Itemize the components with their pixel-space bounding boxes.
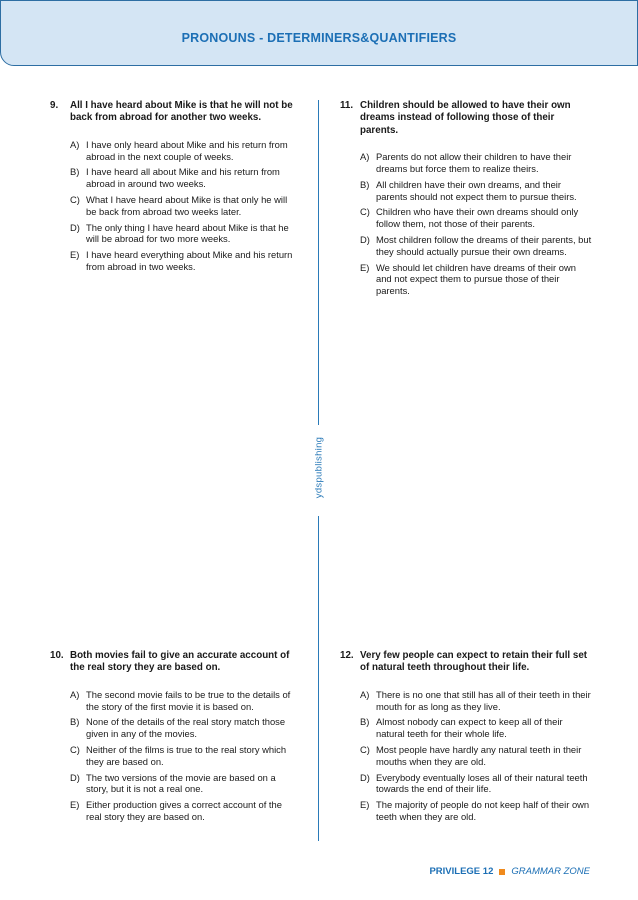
option-letter: A) bbox=[360, 151, 370, 163]
answer-options bbox=[340, 151, 592, 297]
question-number: 10. bbox=[50, 650, 64, 661]
option-letter: B) bbox=[70, 716, 80, 728]
option-text: The only thing I have heard about Mike is that he will be abroad for two more weeks. bbox=[86, 221, 289, 245]
option-text: The second movie fails to be true to the details of the story of the first movie it is based on. bbox=[86, 688, 291, 712]
question-text: Both movies fail to give an accurate account of the real story they are based on. bbox=[70, 650, 290, 674]
page-title: PRONOUNS - DETERMINERS&QUANTIFIERS bbox=[181, 31, 457, 45]
question-stem bbox=[340, 650, 592, 675]
footer-section: GRAMMAR ZONE bbox=[511, 866, 590, 877]
option-b bbox=[70, 716, 300, 740]
option-a bbox=[70, 139, 300, 163]
option-text: Parents do not allow their children to have their dreams but force them to realize theirs. bbox=[376, 151, 572, 175]
question-stem bbox=[50, 650, 300, 675]
answer-options bbox=[50, 139, 300, 273]
question-number: 11. bbox=[340, 100, 354, 111]
question-number: 9. bbox=[50, 100, 59, 111]
option-letter: D) bbox=[360, 234, 370, 245]
publisher-watermark: ydspublishing bbox=[313, 436, 325, 499]
option-d bbox=[360, 234, 592, 258]
option-c bbox=[70, 744, 300, 768]
option-letter: C) bbox=[70, 194, 80, 205]
option-c bbox=[70, 194, 300, 218]
option-letter: C) bbox=[360, 744, 370, 755]
option-c bbox=[360, 744, 592, 768]
option-text: Either production gives a correct account of the real story they are based on. bbox=[86, 799, 282, 822]
option-e bbox=[70, 799, 300, 823]
option-letter: E) bbox=[360, 799, 370, 811]
option-b bbox=[360, 716, 592, 740]
footer-brand: PRIVILEGE 12 bbox=[429, 866, 494, 877]
option-a bbox=[360, 689, 592, 713]
option-letter: D) bbox=[360, 771, 370, 783]
column-divider-top bbox=[318, 100, 319, 425]
option-letter: B) bbox=[360, 178, 370, 190]
option-text: Almost nobody can expect to keep all of their natural teeth for their whole life. bbox=[376, 716, 563, 740]
option-letter: E) bbox=[360, 261, 370, 273]
answer-options bbox=[340, 689, 592, 823]
question-stem bbox=[340, 100, 592, 137]
option-text: The majority of people do not keep half of their own teeth when they are old. bbox=[376, 799, 590, 822]
option-letter: D) bbox=[70, 221, 80, 233]
option-b bbox=[360, 179, 592, 203]
option-e bbox=[70, 249, 300, 273]
page-footer bbox=[429, 866, 590, 877]
option-letter: A) bbox=[70, 688, 80, 700]
question-11 bbox=[340, 100, 592, 301]
option-letter: D) bbox=[70, 771, 80, 783]
option-e bbox=[360, 799, 592, 823]
option-text: The two versions of the movie are based on a story, but it is not a real one. bbox=[86, 771, 276, 795]
option-text: What I have heard about Mike is that only he will be back from abroad two weeks later. bbox=[86, 194, 288, 217]
option-text: Most people have hardly any natural teeth in their mouths when they are old. bbox=[376, 744, 582, 767]
option-letter: C) bbox=[360, 206, 370, 218]
column-divider-bottom bbox=[318, 516, 319, 841]
option-letter: B) bbox=[360, 716, 370, 728]
option-text: Everybody eventually loses all of their natural teeth towards the end of their life. bbox=[376, 771, 588, 795]
option-text: Neither of the films is true to the real story which they are based on. bbox=[86, 744, 287, 767]
option-letter: E) bbox=[70, 249, 80, 261]
option-letter: C) bbox=[70, 744, 80, 755]
option-d bbox=[360, 772, 592, 796]
option-text: Children who have their own dreams should only follow them, not those of their parents. bbox=[376, 206, 579, 230]
option-e bbox=[360, 262, 592, 297]
question-9 bbox=[50, 100, 300, 277]
answer-options bbox=[50, 689, 300, 823]
option-text: I have heard everything about Mike and his return from abroad in two weeks. bbox=[86, 249, 293, 272]
option-d bbox=[70, 222, 300, 246]
question-10 bbox=[50, 650, 300, 827]
option-letter: A) bbox=[360, 688, 370, 700]
question-text: Very few people can expect to retain their full set of natural teeth throughout their life. bbox=[360, 650, 588, 674]
option-c bbox=[360, 206, 592, 230]
option-text: None of the details of the real story match those given in any of the movies. bbox=[86, 716, 286, 740]
question-text: All I have heard about Mike is that he will not be back from abroad for another two weeks. bbox=[70, 100, 293, 124]
question-text: Children should be allowed to have their own dreams instead of following those of their parents. bbox=[360, 100, 571, 136]
orange-square-icon bbox=[499, 869, 505, 875]
option-text: I have only heard about Mike and his return from abroad in the next couple of weeks. bbox=[86, 138, 288, 162]
option-a bbox=[70, 689, 300, 713]
option-text: There is no one that still has all of their teeth in their mouth for as long as they live. bbox=[376, 688, 591, 712]
option-letter: B) bbox=[70, 166, 80, 178]
option-text: We should let children have dreams of their own and not expect them to pursue those of their parents. bbox=[376, 261, 576, 297]
page-header bbox=[0, 0, 638, 66]
question-number: 12. bbox=[340, 650, 354, 661]
option-b bbox=[70, 166, 300, 190]
option-d bbox=[70, 772, 300, 796]
question-12 bbox=[340, 650, 592, 827]
option-text: I have heard all about Mike and his return from abroad in around two weeks. bbox=[86, 166, 280, 190]
option-letter: A) bbox=[70, 138, 80, 150]
option-text: All children have their own dreams, and their parents should not expect them to pursue theirs. bbox=[376, 178, 577, 202]
question-stem bbox=[50, 100, 300, 125]
option-letter: E) bbox=[70, 799, 80, 811]
option-a bbox=[360, 151, 592, 175]
option-text: Most children follow the dreams of their parents, but they should actually pursue their own dreams. bbox=[376, 234, 592, 257]
